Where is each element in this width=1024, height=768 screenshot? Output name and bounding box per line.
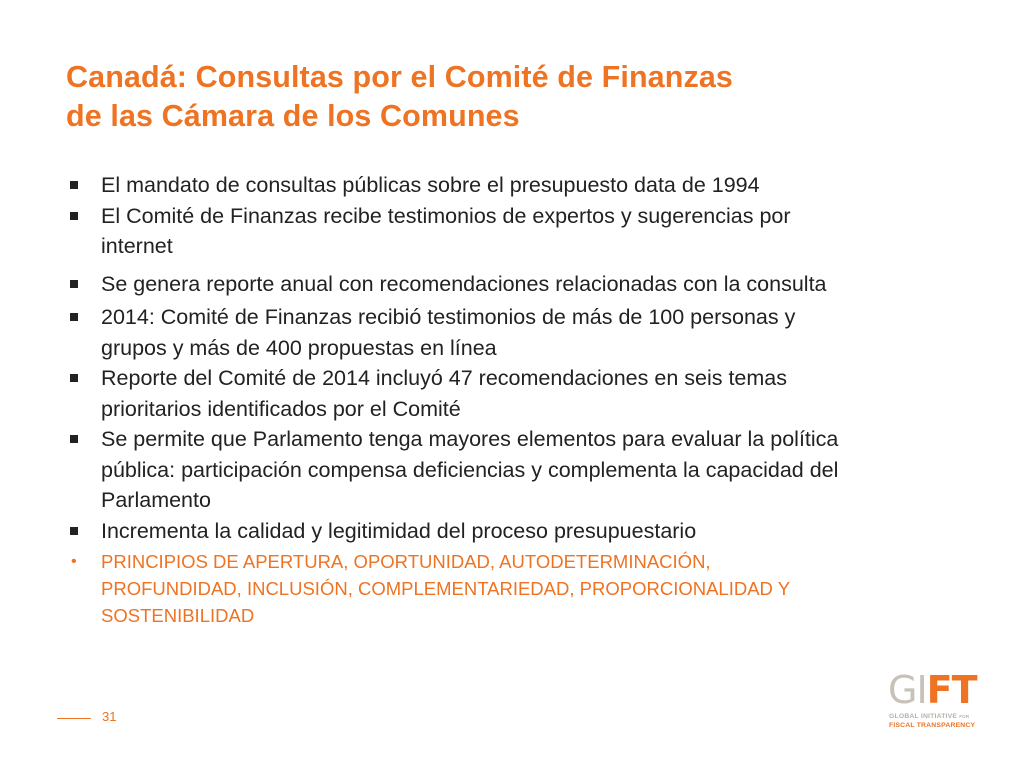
square-bullet-icon [70, 181, 78, 189]
bullet-text-line: prioritarios identificados por el Comité [101, 396, 461, 421]
logo-mark-ft: FT [926, 668, 977, 712]
bullet-text-line: Incrementa la calidad y legitimidad del proceso presupuestario [101, 518, 697, 543]
logo-tagline-1-text: GLOBAL INITIATIVE [889, 713, 958, 720]
bullet-item [70, 516, 1005, 547]
logo-tagline-1-suffix: FOR [959, 714, 970, 719]
bullet-text-line: SOSTENIBILIDAD [101, 605, 255, 626]
bullet-text-line: Se permite que Parlamento tenga mayores elementos para evaluar la política [101, 427, 839, 451]
bullet-item [70, 170, 1005, 201]
logo-tagline-1 [889, 713, 969, 721]
bullet-text-line: internet [101, 234, 173, 258]
bullet-item [70, 363, 1005, 424]
square-bullet-icon [70, 527, 78, 535]
bullet-item [70, 302, 1005, 363]
square-bullet-icon [70, 313, 78, 321]
footer-divider [57, 718, 91, 719]
logo-mark [888, 668, 977, 712]
slide-title-line-1: Canadá: Consultas por el Comité de Finanzas [66, 60, 733, 94]
square-bullet-icon [70, 435, 78, 443]
bullet-text-line: El Comité de Finanzas recibe testimonios de expertos y sugerencias por [101, 203, 791, 228]
bullet-text-line: Reporte del Comité de 2014 incluyó 47 recomendaciones en seis temas [101, 366, 788, 390]
bullet-text-line: El mandato de consultas públicas sobre el presupuesto data de 1994 [101, 173, 760, 197]
page-number: 31 [102, 709, 117, 724]
bullet-text-line: PROFUNDIDAD, INCLUSIÓN, COMPLEMENTARIEDAD, PROPORCIONALIDAD Y [101, 578, 791, 599]
dot-bullet-icon: • [71, 553, 77, 570]
gift-logo [888, 668, 984, 734]
bullet-list [70, 170, 1005, 629]
logo-mark-gi: GI [888, 668, 927, 712]
square-bullet-icon [70, 212, 78, 220]
square-bullet-icon [70, 374, 78, 382]
square-bullet-icon [70, 280, 78, 288]
bullet-text-line: PRINCIPIOS DE APERTURA, OPORTUNIDAD, AUTODETERMINACIÓN, [101, 551, 711, 572]
bullet-text-line: Parlamento [101, 488, 211, 512]
bullet-text-line: pública: participación compensa deficiencias y complementa la capacidad del [101, 457, 839, 482]
logo-tagline-2: FISCAL TRANSPARENCY [889, 722, 976, 729]
bullet-text-line: 2014: Comité de Finanzas recibió testimonios de más de 100 personas y [101, 305, 796, 329]
bullet-item [70, 424, 1005, 516]
slide-title [66, 58, 733, 136]
bullet-text-line: Se genera reporte anual con recomendaciones relacionadas con la consulta [101, 271, 827, 296]
slide-title-line-2: de las Cámara de los Comunes [66, 99, 520, 133]
bullet-item [70, 201, 1005, 262]
bullet-item-principles [70, 548, 1005, 629]
bullet-text-line: grupos y más de 400 propuestas en línea [101, 335, 497, 360]
bullet-item [70, 269, 1005, 300]
